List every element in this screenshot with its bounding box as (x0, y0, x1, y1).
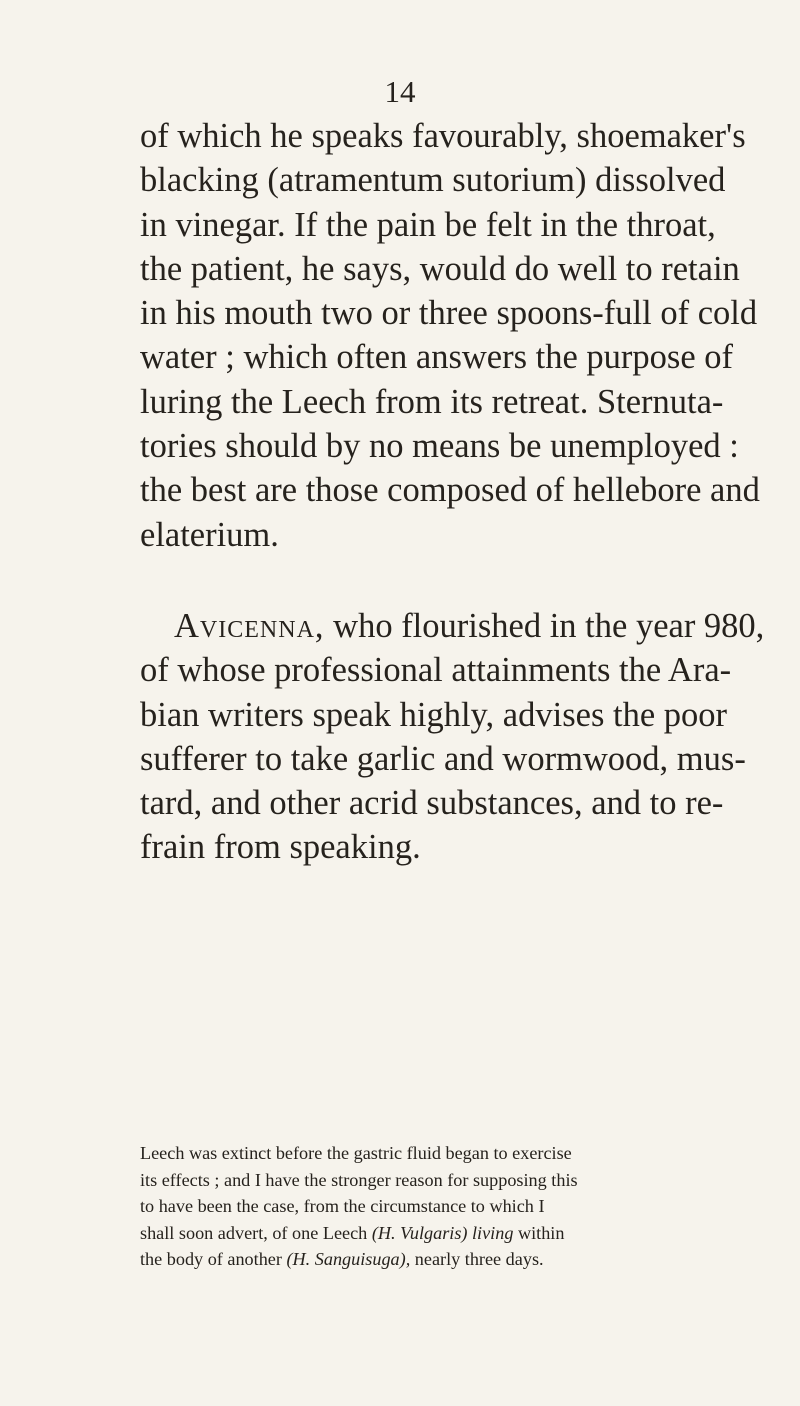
text-span: nearly three days. (410, 1249, 544, 1269)
text-line: sufferer to take garlic and wormwood, mus- (140, 739, 746, 778)
text-line: the best are those composed of hellebore and (140, 471, 760, 510)
species-name: (H. Sanguisuga), (286, 1249, 411, 1269)
text-span: shall soon advert, of one Leech (140, 1222, 372, 1243)
paragraph-1 (140, 114, 760, 557)
text-line: luring the Leech from its retreat. Sternuta- (140, 382, 724, 421)
author-name: Avicenna, (174, 606, 325, 645)
text-span: who flourished in the year 980, (324, 606, 765, 645)
footnote-line: to have been the case, from the circumstance to which I (140, 1196, 545, 1216)
text-line: the patient, he says, would do well to retain (140, 249, 740, 288)
text-span: within (513, 1222, 565, 1243)
paragraph-2 (140, 604, 765, 870)
footnote (140, 1140, 740, 1273)
text-line: of which he speaks favourably, shoemaker's (140, 117, 746, 155)
text-span: the body of another (140, 1249, 287, 1269)
footnote-line (140, 1246, 740, 1273)
text-line: tories should by no means be unemployed : (140, 427, 739, 466)
text-line: bian writers speak highly, advises the poor (140, 695, 728, 734)
text-line: elaterium. (140, 515, 279, 554)
text-line: of whose professional attainments the Ara- (140, 651, 732, 690)
text-line: water ; which often answers the purpose of (140, 338, 734, 377)
text-line (140, 604, 765, 648)
paragraph-spacer (140, 557, 740, 604)
footnote-line: its effects ; and I have the stronger reason for supposing this (140, 1169, 578, 1190)
text-line: tard, and other acrid substances, and to re- (140, 784, 724, 823)
text-line: in vinegar. If the pain be felt in the throat, (140, 205, 716, 244)
page-number: 14 (384, 74, 416, 109)
species-name: (H. Vulgaris) living (371, 1222, 514, 1243)
footnote-line: Leech was extinct before the gastric fluid began to exercise (140, 1143, 572, 1163)
footnote-line (140, 1220, 740, 1247)
body-text (140, 114, 765, 870)
text-line: frain from speaking. (140, 828, 421, 867)
text-line: in his mouth two or three spoons-full of cold (140, 294, 758, 333)
text-line: blacking (atramentum sutorium) dissolved (140, 161, 726, 200)
